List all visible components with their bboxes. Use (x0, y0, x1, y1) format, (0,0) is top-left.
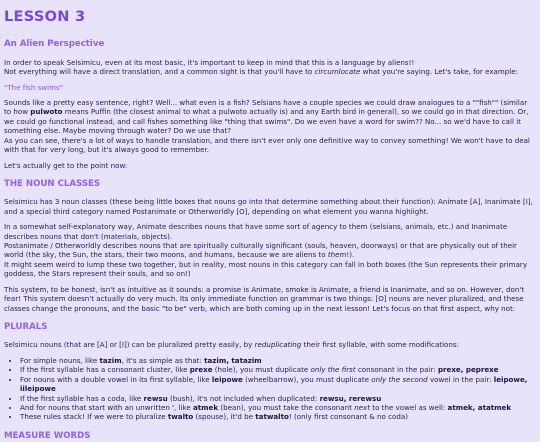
noun-paragraph-1: Selsimicu has 3 noun classes (these being little boxes that nouns go into that determine something about their function): Animate [A], Inanimate [I], and a special third category named Postanimate or Otherworldly [O], depending on what element you wanna highlight. (4, 197, 533, 216)
emphasis: next (354, 402, 371, 412)
text: means Puffin (the closest animal to what a pulwoto actually is) and any Earth bird in general), so we could go in that direction. Or, we could go functional instead, and call fishes something like "thing that swims". Do we even have a word for swim?? No... so we'd have to call it something else. Maybe moving through water? Do we use that? (4, 107, 529, 136)
term: tazim, tatazim (204, 355, 262, 365)
text: Selsimicu nouns (that are [A] or [I]) can be pluralized pretty easily, by (4, 340, 255, 350)
text: In order to speak Selsimicu, even at its most basic, it's important to keep in mind that this is a language by aliens!! (4, 57, 415, 67)
term: rewsu (143, 393, 168, 403)
text: Postanimate / Otherworldly describes nouns that are spiritually culturally significant (souls, heaven, doorways) or that are physically out of their world (the sky, the Sun, the stars, their two moons, and humans, because we are aliens to (4, 241, 517, 260)
term: tatwalto (255, 412, 289, 422)
term: prexe (189, 365, 213, 375)
text: (bean), you must take the consonant (218, 402, 355, 412)
text: Sounds like a pretty easy sentence, right? Well... what even is a fish? Selsians have a couple species we could draw analogues to a ""fish"" (similar to how (4, 97, 528, 117)
text: These rules stack! If we were to pluralize (20, 412, 168, 422)
emphasis: reduplicating (254, 340, 302, 350)
text: ! (only first consonant & no coda) (288, 412, 409, 422)
text: consonant in the pair: (355, 365, 438, 375)
term: atmek, atatmek (447, 402, 512, 412)
emphasis: only the second (371, 374, 428, 384)
list-item (20, 365, 536, 374)
term: leipowe, iileipowe (20, 374, 528, 394)
term: pulwoto (30, 107, 63, 117)
term: prexe, peprexe (437, 365, 499, 375)
text: (wheelbarrow), you must duplicate (242, 374, 372, 384)
term: leipowe (211, 374, 243, 384)
term: tazim (99, 355, 122, 365)
text: (bush), it's not included when duplicated: (167, 393, 320, 403)
emphasis: them (327, 250, 347, 260)
alien-paragraph-2 (4, 98, 536, 155)
noun-paragraph-2 (4, 222, 536, 279)
emphasis: only the first (310, 365, 356, 375)
example-quote: "The fish swims" (4, 82, 63, 92)
text: For simple nouns, like (20, 355, 100, 365)
text: If the first syllable has a consonant cluster, like (20, 365, 190, 375)
text: to the vowel as well: (370, 402, 448, 412)
text: In a somewhat self-explanatory way, Animate describes nouns that have some sort of agency to them (selsians, animals, etc.) and Inanimate describes nouns that don't (materials, objects). (4, 222, 508, 241)
text: As you can see, there's a lot of ways to handle translation, and there isn't ever only one definitive way to convey something! We won't have to deal with that for very long, but it's always good to remember. (4, 135, 530, 155)
section-heading-measure-words: MEASURE WORDS (4, 430, 91, 441)
alien-paragraph-1 (4, 58, 536, 77)
term: twalto (167, 412, 194, 422)
term: atmek (192, 402, 219, 412)
text: (spouse), it'd be (193, 412, 256, 422)
plural-rules-list (4, 356, 536, 422)
text: vowel in the pair: (427, 374, 494, 384)
alien-paragraph-3: Let's actually get to the point now: (4, 160, 128, 170)
text: , it's as simple as that: (121, 355, 205, 365)
text: their first syllable, with some modifications: (301, 340, 459, 350)
list-item (20, 394, 536, 403)
term: rewsu, rerewsu (319, 393, 382, 403)
noun-paragraph-3: This system, to be honest, isn't as intuitive as it sounds: a promise is Animate, smoke is Animate, a friend is Inanimate, and so on. However, don't fear! This system doesn't actually do very much. Its only immediate function on grammar is two things: [O] nouns are never pluralized, and these classes change the pronouns, and the basic "to be" verb, which are both coming up in the next lesson! Let's focus on that first aspect, why not: (4, 284, 525, 313)
text: !). (346, 250, 355, 260)
emphasis: circumlocate (314, 67, 361, 77)
list-item (20, 375, 536, 394)
list-item (20, 403, 536, 412)
section-heading-alien: An Alien Perspective (4, 39, 105, 50)
text: what you're saying. Let's take, for example: (360, 67, 519, 77)
section-heading-noun-classes: THE NOUN CLASSES (4, 178, 101, 189)
list-item (20, 356, 536, 365)
text: It might seem weird to lump these two together, but in reality, most nouns in this category can fall in both boxes (the Sun represents their primary goddess, the Stars represent their souls, and so on!) (4, 259, 528, 279)
text: (hole), you must duplicate (212, 365, 311, 375)
section-heading-plurals: PLURALS (4, 321, 48, 332)
lesson-title: LESSON 3 (4, 9, 86, 25)
text: Not everything will have a direct translation, and a common sight is that you'll have to (4, 67, 315, 77)
text: If the first syllable has a coda, like (20, 393, 144, 403)
text: And for nouns that start with an unwritten ', like (20, 402, 193, 412)
plurals-intro (4, 340, 536, 349)
text: For nouns with a double vowel in its first syllable, like (20, 374, 212, 384)
list-item (20, 412, 536, 421)
